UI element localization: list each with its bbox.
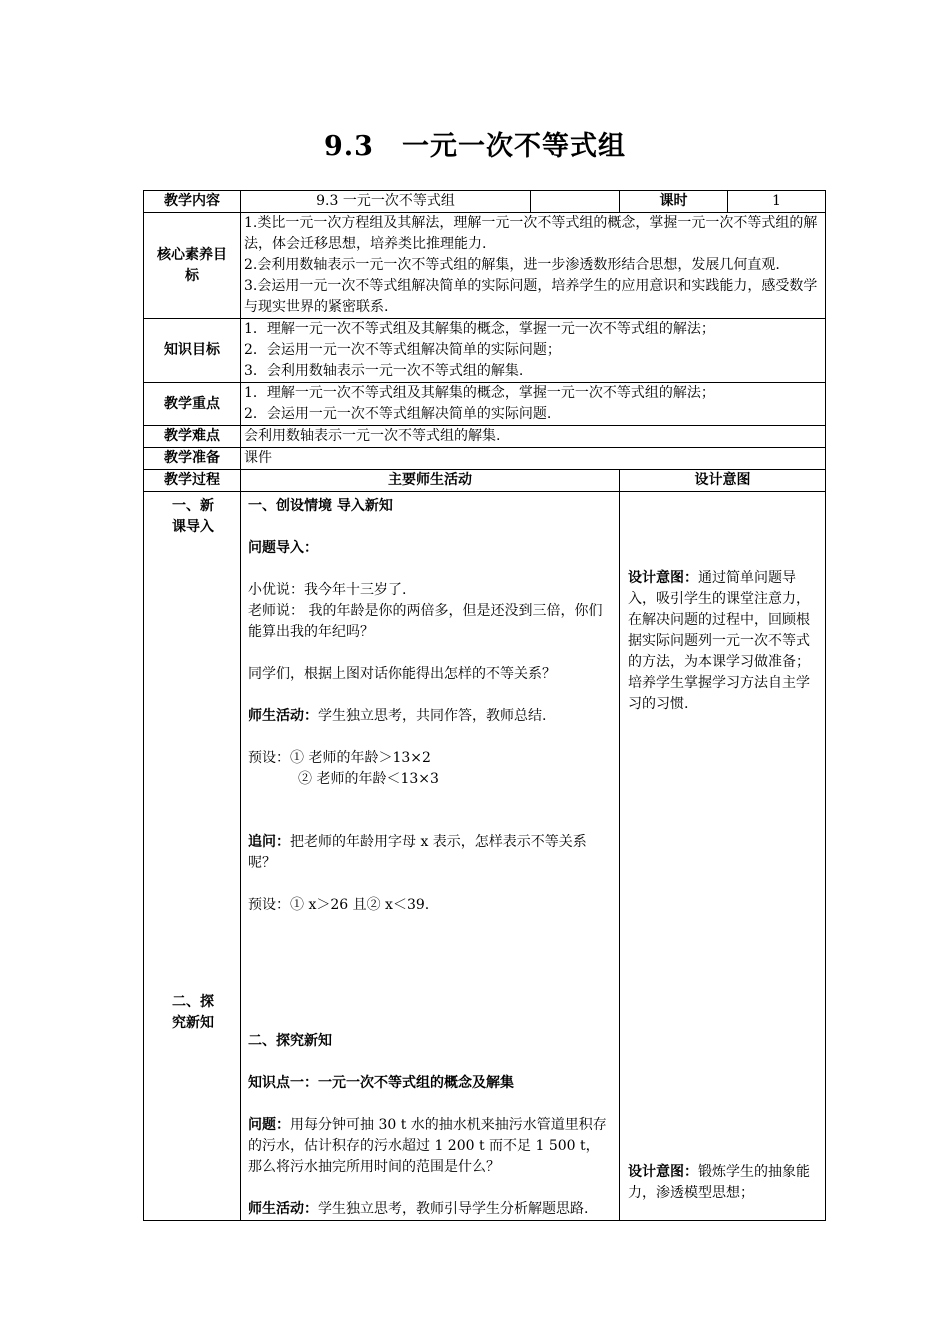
difficulty-text: 会利用数轴表示一元一次不等式组的解集. [241,426,826,448]
page-title: 9.3 一元一次不等式组 [324,131,626,162]
key-points [241,383,826,426]
row-core [144,213,826,319]
period-value: 1 [728,191,826,213]
row-content [144,191,826,213]
key-item: 1．理解一元一次不等式组及其解集的概念，掌握一元一次不等式组的解法； [244,385,715,401]
stage1-question-label: 问题导入： [248,540,318,556]
core-item: 1.类比一元一次方程组及其解法，理解一元一次不等式组的概念，掌握一元一次不等式组的解法，体会迁移思想，培养类比推理能力. [244,215,818,252]
stage1-intent: 设计意图：通过简单问题导入，吸引学生的课堂注意力，在解决问题的过程中，回顾根据实际问题列一元一次不等式的方法，为本课学习做准备；培养学生掌握学习方法自主学习的习惯. [628,570,810,712]
knowledge-item: 1．理解一元一次不等式组及其解集的概念，掌握一元一次不等式组的解法； [244,321,715,337]
content-spacer [531,191,620,213]
activity-line: 师生活动：学生独立思考，教师引导学生分析解题思路. [248,1201,589,1217]
label-difficulty: 教学难点 [144,426,241,448]
stage-labels [144,492,241,1221]
row-key [144,383,826,426]
dialog-line: 老师说： 我的年龄是你的两倍多，但是还没到三倍，你们能算出我的年纪吗？ [248,603,603,640]
knowledge-point-title: 知识点一：一元一次不等式组的概念及解集 [248,1075,514,1091]
stage2-label: 二、探究新知 [172,994,214,1031]
core-goals [241,213,826,319]
stage1-heading: 一、创设情境 导入新知 [248,498,393,514]
preset-line: ② 老师的年龄＜13×3 [298,771,439,787]
label-key: 教学重点 [144,383,241,426]
intent-cell [620,492,826,1221]
row-knowledge [144,319,826,383]
header-intent: 设计意图 [620,470,826,492]
core-item: 2.会利用数轴表示一元一次不等式组的解集，进一步渗透数形结合思想，发展几何直观. [244,257,780,273]
knowledge-goals [241,319,826,383]
prep-text: 课件 [241,448,826,470]
dialog-line: 小优说：我今年十三岁了. [248,582,407,598]
lesson-plan-table [143,190,826,1221]
row-process-body [144,492,826,1221]
label-core: 核心素养目标 [144,213,241,319]
preset-line: 预设：① 老师的年龄＞13×2 [248,750,431,766]
activities-cell [241,492,620,1221]
label-period: 课时 [620,191,728,213]
activity-line: 师生活动：学生独立思考，共同作答，教师总结. [248,708,547,724]
content-value: 9.3 一元一次不等式组 [241,191,531,213]
problem-text: 问题：用每分钟可抽 30 t 水的抽水机来抽污水管道里积存的污水，估计积存的污水超过 1 200 t 而不足 1 500 t，那么将污水抽完所用时间的范围是什么？ [248,1117,607,1175]
question-line: 同学们，根据上图对话你能得出怎样的不等关系？ [248,666,556,682]
label-knowledge: 知识目标 [144,319,241,383]
knowledge-item: 2．会运用一元一次不等式组解决简单的实际问题； [244,342,561,358]
knowledge-item: 3．会利用数轴表示一元一次不等式组的解集. [244,363,524,379]
row-difficulty [144,426,826,448]
follow-up-line: 追问：把老师的年龄用字母 x 表示，怎样表示不等关系呢？ [248,834,587,871]
stage1-label: 一、新课导入 [172,498,214,535]
preset-line: 预设：① x＞26 且② x＜39. [248,897,430,913]
label-prep: 教学准备 [144,448,241,470]
row-process-header [144,470,826,492]
stage2-intent: 设计意图：锻炼学生的抽象能力，渗透模型思想； [628,1164,810,1201]
row-prep [144,448,826,470]
key-item: 2．会运用一元一次不等式组解决简单的实际问题. [244,406,552,422]
label-process: 教学过程 [144,470,241,492]
stage2-heading: 二、探究新知 [248,1033,332,1049]
header-activities: 主要师生活动 [241,470,620,492]
core-item: 3.会运用一元一次不等式组解决简单的实际问题，培养学生的应用意识和实践能力，感受数学与现实世界的紧密联系. [244,278,818,315]
label-content: 教学内容 [144,191,241,213]
